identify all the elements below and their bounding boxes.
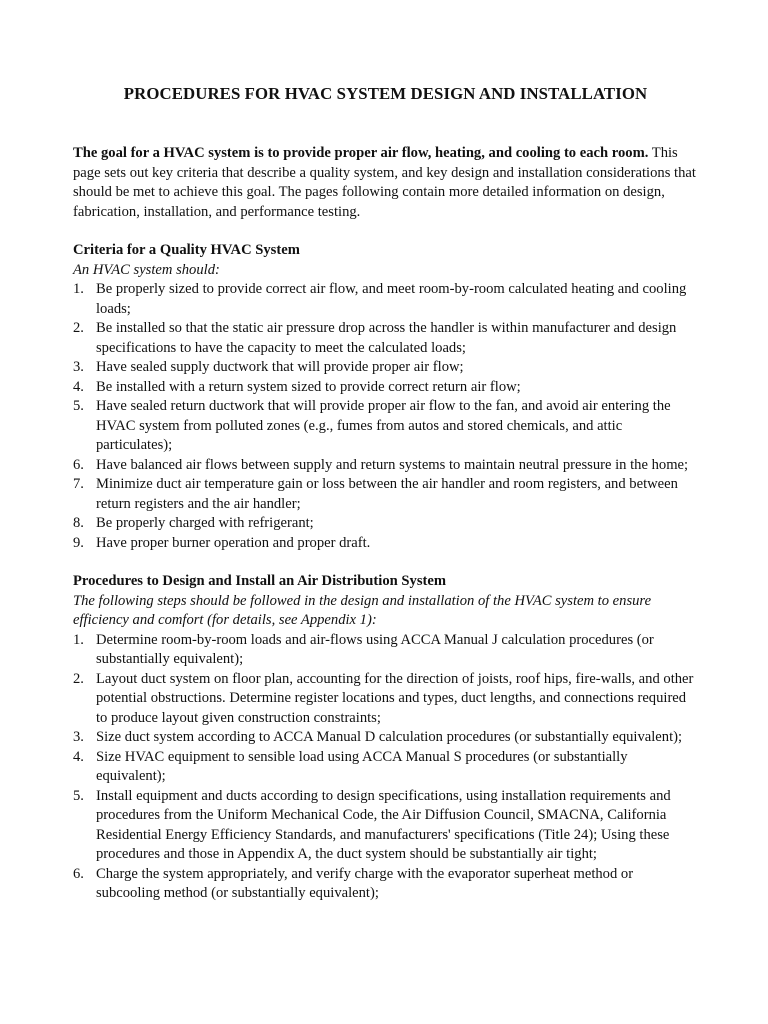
list-item-number: 1.: [73, 281, 84, 297]
procedures-section: [73, 572, 698, 904]
list-item-text: Have sealed return ductwork that will provide proper air flow to the fan, and avoid air entering the HVAC system from polluted zones (e.g., fumes from autos and stored chemicals, and attic particulates);: [96, 398, 671, 453]
intro-body: This page sets out key criteria that describe a quality system, and key design and installation considerations that should be met to achieve this goal. The pages following contain more detailed information on design, fabrication, installation, and performance testing.: [73, 145, 696, 220]
list-item-number: 4.: [73, 748, 84, 765]
list-item-number: 6.: [73, 865, 84, 882]
list-item: [73, 280, 698, 319]
list-item: [73, 378, 698, 398]
list-item-text: Size HVAC equipment to sensible load using ACCA Manual S procedures (or substantially equivalent);: [96, 748, 628, 784]
list-item-number: 5.: [73, 787, 84, 804]
list-item: [73, 514, 698, 534]
list-item-text: Be properly charged with refrigerant;: [96, 515, 314, 531]
list-item: [73, 865, 698, 904]
list-item-number: 7.: [73, 476, 84, 492]
list-item-number: 5.: [73, 398, 84, 414]
list-item-number: 1.: [73, 631, 84, 648]
list-item-number: 3.: [73, 359, 84, 375]
list-item-number: 2.: [73, 670, 84, 687]
list-item: [73, 631, 698, 670]
list-item: [73, 456, 698, 476]
list-item-number: 3.: [73, 729, 84, 745]
procedures-subheading: The following steps should be followed in the design and installation of the HVAC system to ensure efficiency and comfort (for details, see Appendix 1):: [73, 592, 652, 628]
list-item: [73, 748, 698, 787]
intro-paragraph: [73, 144, 698, 222]
list-item-number: 2.: [73, 320, 84, 336]
list-item: [73, 319, 698, 358]
criteria-heading: Criteria for a Quality HVAC System: [73, 242, 300, 258]
page-title: PROCEDURES FOR HVAC SYSTEM DESIGN AND INSTALLATION: [123, 84, 648, 103]
list-item-number: 4.: [73, 378, 84, 395]
list-item-text: Install equipment and ducts according to design specifications, using installation requirements and procedures from the Uniform Mechanical Code, the Air Diffusion Council, SMACNA, California Residential Energy Efficiency Standards, and manufacturers' specifications (Title 24); Using these procedures and those in Appendix A, the duct system should be substantially air tight;: [96, 787, 671, 862]
procedures-list: [73, 631, 698, 904]
list-item-text: Be installed with a return system sized to provide correct return air flow;: [96, 378, 521, 395]
list-item-text: Be properly sized to provide correct air flow, and meet room-by-room calculated heating and cooling loads;: [96, 281, 687, 317]
list-item-text: Layout duct system on floor plan, accounting for the direction of joists, roof hips, fire-walls, and other potential obstructions. Determine register locations and types, duct lengths, and connections required to produce layout given construction constraints;: [96, 670, 694, 726]
criteria-section: [73, 241, 698, 553]
list-item-text: Have sealed supply ductwork that will provide proper air flow;: [96, 359, 464, 375]
list-item: [73, 534, 698, 554]
list-item-text: Be installed so that the static air pressure drop across the handler is within manufacturer and design specifications to have the capacity to meet the calculated loads;: [96, 320, 677, 356]
list-item-text: Charge the system appropriately, and verify charge with the evaporator superheat method or subcooling method (or substantially equivalent);: [96, 865, 634, 901]
list-item-number: 9.: [73, 534, 84, 551]
list-item: [73, 787, 698, 865]
list-item-text: Have proper burner operation and proper draft.: [96, 534, 371, 551]
list-item-number: 6.: [73, 456, 84, 473]
intro-lead: The goal for a HVAC system is to provide proper air flow, heating, and cooling to each room.: [73, 145, 649, 161]
list-item: [73, 728, 698, 748]
criteria-list: [73, 280, 698, 553]
list-item-text: Have balanced air flows between supply and return systems to maintain neutral pressure in the home;: [96, 456, 689, 473]
criteria-subheading: An HVAC system should:: [73, 261, 220, 278]
list-item: [73, 475, 698, 514]
procedures-heading: Procedures to Design and Install an Air Distribution System: [73, 573, 446, 589]
list-item: [73, 358, 698, 378]
list-item-text: Size duct system according to ACCA Manual D calculation procedures (or substantially equivalent);: [96, 729, 683, 745]
list-item-number: 8.: [73, 515, 84, 531]
list-item: [73, 670, 698, 729]
list-item: [73, 397, 698, 456]
list-item-text: Determine room-by-room loads and air-flows using ACCA Manual J calculation procedures (or substantially equivalent);: [96, 631, 654, 667]
list-item-text: Minimize duct air temperature gain or loss between the air handler and room registers, and between return registers and the air handler;: [96, 476, 678, 512]
